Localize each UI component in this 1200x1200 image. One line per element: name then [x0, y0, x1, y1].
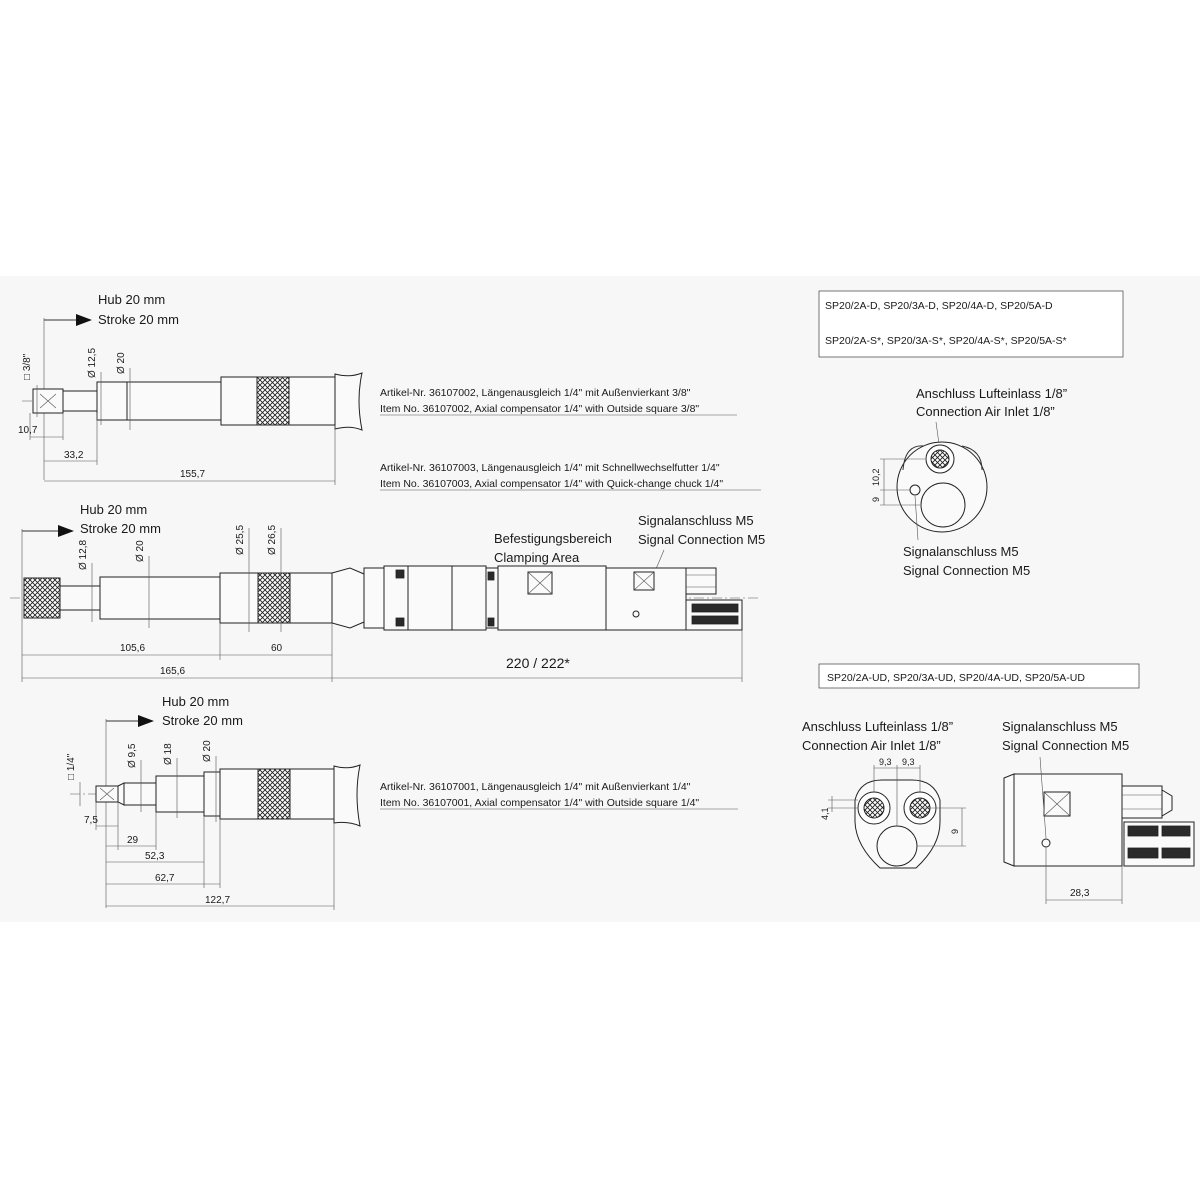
square-dim: □ 1/4"	[66, 753, 77, 780]
air-label-de: Anschluss Lufteinlass 1/8”	[802, 719, 954, 734]
drawing-mid	[10, 462, 765, 682]
stroke-label-en: Stroke 20 mm	[80, 521, 161, 536]
signal-label-en: Signal Connection M5	[903, 563, 1031, 578]
chuck-knurl	[24, 578, 60, 618]
dia-25-5: Ø 25,5	[235, 524, 246, 555]
dim-7-5: 7,5	[84, 815, 98, 826]
slot-4	[1162, 848, 1190, 858]
hex-end	[1162, 790, 1172, 816]
stroke-arrow-head	[58, 525, 74, 537]
stroke-arrow-head	[138, 715, 154, 727]
slot-3	[1128, 848, 1158, 858]
shaft-step	[204, 772, 220, 816]
dia-18: Ø 18	[163, 743, 174, 765]
dia-20: Ø 20	[202, 740, 213, 762]
drawing-top	[18, 292, 737, 485]
stroke-label-en: Stroke 20 mm	[98, 312, 179, 327]
dim-4-1: 4,1	[820, 807, 830, 820]
variant-ud-line1: SP20/2A-UD, SP20/3A-UD, SP20/4A-UD, SP20/5A-UD	[827, 672, 1085, 684]
drawing-bottom	[66, 694, 738, 910]
center-bore	[921, 483, 965, 527]
sleeve	[221, 377, 257, 425]
sleeve	[220, 573, 258, 623]
sleeve-end	[290, 769, 334, 819]
air-label-en: Connection Air Inlet 1/8”	[916, 404, 1055, 419]
signal-label-de: Signalanschluss M5	[1002, 719, 1118, 734]
air-label-en: Connection Air Inlet 1/8”	[802, 738, 941, 753]
variant-ud	[802, 664, 1194, 904]
dim-33-2: 33,2	[64, 450, 84, 461]
shaft-main	[100, 577, 220, 619]
note-de: Artikel-Nr. 36107003, Längenausgleich 1/4" mit Schnellwechselfutter 1/4"	[380, 462, 720, 474]
shaft-small	[60, 586, 100, 610]
note-en: Item No. 36107001, Axial compensator 1/4" with Outside square 1/4"	[380, 797, 700, 809]
pin-top	[488, 572, 494, 580]
ud-center-bore	[877, 826, 917, 866]
signal-port-icon	[910, 485, 920, 495]
signal-label-de: Signalanschluss M5	[903, 544, 1019, 559]
sleeve-end	[290, 573, 332, 623]
side-hex-fitting	[1122, 786, 1162, 818]
housing-1	[364, 568, 384, 628]
cone	[332, 568, 364, 628]
slot-1	[1128, 826, 1158, 836]
sleeve	[220, 769, 258, 819]
housing-3	[408, 566, 452, 630]
bolt-top	[396, 570, 404, 578]
dim-10-2: 10,2	[871, 468, 881, 486]
end-cap-slot-1	[692, 604, 738, 612]
note-de: Artikel-Nr. 36107002, Längenausgleich 1/4" mit Außenvierkant 3/8"	[380, 387, 691, 399]
dia-26-5: Ø 26,5	[267, 524, 278, 555]
air-label-de: Anschluss Lufteinlass 1/8”	[916, 386, 1068, 401]
break-edge	[334, 765, 360, 826]
dia-12-5: Ø 12,5	[87, 347, 98, 378]
air-inlet-thread-icon	[931, 450, 949, 468]
signal-label-en: Signal Connection M5	[1002, 738, 1130, 753]
stroke-label-de: Hub 20 mm	[80, 502, 148, 517]
dia-12-8: Ø 12,8	[78, 539, 89, 570]
dia-20: Ø 20	[135, 540, 146, 562]
shaft-small	[63, 391, 97, 411]
dim-165-6: 165,6	[160, 666, 186, 677]
dim-220: 220 / 222*	[506, 655, 570, 671]
variant-d-line2: SP20/2A-S*, SP20/3A-S*, SP20/4A-S*, SP20/5A-S*	[825, 335, 1067, 347]
air-fitting-hex	[686, 568, 716, 594]
stroke-label-de: Hub 20 mm	[98, 292, 166, 307]
bolt-bottom	[396, 618, 404, 626]
knurled-ring	[258, 573, 290, 623]
side-flange	[1004, 774, 1014, 866]
knurled-ring	[258, 769, 290, 819]
dim-29: 29	[127, 835, 139, 846]
air-port-left-thread-icon	[864, 798, 884, 818]
stroke-label-de: Hub 20 mm	[162, 694, 230, 709]
sleeve-end	[289, 377, 335, 425]
shaft-small	[124, 783, 156, 805]
dim-155-7: 155,7	[180, 469, 206, 480]
dia-20: Ø 20	[116, 352, 127, 374]
stroke-label-en: Stroke 20 mm	[162, 713, 243, 728]
clamp-label-en: Clamping Area	[494, 550, 580, 565]
dim-9: 9	[871, 496, 881, 502]
dim-10-7: 10,7	[18, 425, 38, 436]
variant-d-line1: SP20/2A-D, SP20/3A-D, SP20/4A-D, SP20/5A-D	[825, 300, 1053, 312]
shaft-main	[127, 382, 221, 420]
pin-bottom	[488, 618, 494, 626]
side-housing	[1014, 774, 1122, 866]
shaft-mid	[97, 382, 127, 420]
side-signal-port-icon	[1042, 839, 1050, 847]
break-edge	[335, 373, 362, 430]
dim-105-6: 105,6	[120, 643, 146, 654]
dim-9-3-b: 9,3	[902, 757, 915, 767]
dim-60: 60	[271, 643, 283, 654]
knurled-ring	[257, 377, 289, 425]
stroke-arrow-head	[76, 314, 92, 326]
clamp-label-de: Befestigungsbereich	[494, 531, 612, 546]
note-en: Item No. 36107003, Axial compensator 1/4" with Quick-change chuck 1/4"	[380, 478, 724, 490]
dim-28-3: 28,3	[1070, 888, 1090, 899]
tip-chamfer	[118, 783, 124, 805]
dim-52-3: 52,3	[145, 851, 165, 862]
shaft-mid	[156, 776, 204, 812]
dim-9-3-a: 9,3	[879, 757, 892, 767]
signal-label-en: Signal Connection M5	[638, 532, 766, 547]
dia-9-5: Ø 9,5	[127, 743, 138, 768]
note-de: Artikel-Nr. 36107001, Längenausgleich 1/4" mit Außenvierkant 1/4"	[380, 781, 691, 793]
variant-d	[819, 291, 1123, 578]
square-dim: □ 3/8"	[22, 353, 33, 380]
slot-2	[1162, 826, 1190, 836]
dim-122-7: 122,7	[205, 895, 231, 906]
end-cap-slot-2	[692, 616, 738, 624]
signal-port-icon	[633, 611, 639, 617]
signal-label-de: Signalanschluss M5	[638, 513, 754, 528]
dim-9: 9	[950, 828, 960, 834]
note-en: Item No. 36107002, Axial compensator 1/4" with Outside square 3/8"	[380, 403, 700, 415]
housing-4	[452, 566, 486, 630]
air-leader	[936, 422, 939, 444]
dim-62-7: 62,7	[155, 873, 175, 884]
